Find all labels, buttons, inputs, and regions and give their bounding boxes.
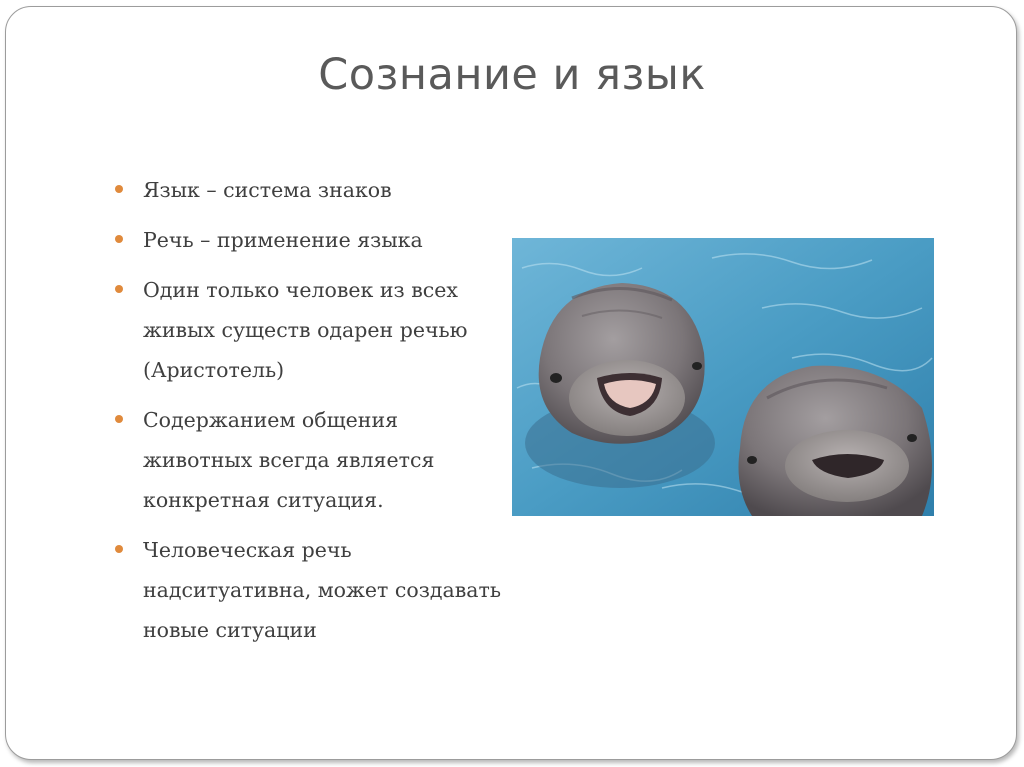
bullet-item <box>112 530 502 650</box>
bullet-dot-icon <box>115 415 123 423</box>
bullet-text: Человеческая речь надситуативна, может создавать новые ситуации <box>143 538 501 642</box>
slide-title: Сознание и язык <box>318 50 706 100</box>
bullet-text: Один только человек из всех живых существ одарен речью (Аристотель) <box>143 278 468 382</box>
bullet-dot-icon <box>115 545 123 553</box>
dolphins-photo <box>512 238 934 516</box>
bullet-list <box>112 170 502 660</box>
bullet-dot-icon <box>115 185 123 193</box>
bullet-dot-icon <box>115 235 123 243</box>
bullet-item <box>112 400 502 520</box>
bullet-text: Речь – применение языка <box>143 228 423 252</box>
bullet-item <box>112 270 502 390</box>
bullet-item <box>112 220 502 260</box>
bullet-text: Язык – система знаков <box>143 178 392 202</box>
bullet-item <box>112 170 502 210</box>
bullet-dot-icon <box>115 285 123 293</box>
bullet-text: Содержанием общения животных всегда является конкретная ситуация. <box>143 408 435 512</box>
